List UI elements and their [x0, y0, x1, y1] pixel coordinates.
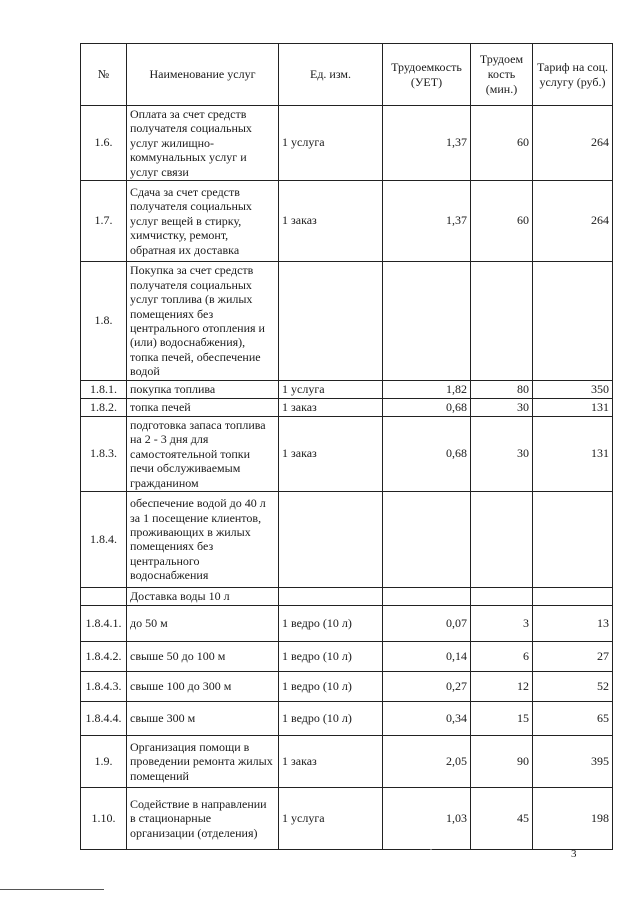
row-minutes: 80	[471, 380, 533, 398]
row-name: покупка топлива	[127, 380, 279, 398]
row-name: Организация помощи в проведении ремонта жилых помещений	[127, 735, 279, 787]
table-row	[81, 416, 613, 491]
row-tariff: 65	[533, 701, 613, 735]
row-tariff: 131	[533, 398, 613, 416]
table-row	[81, 701, 613, 735]
row-num: 1.8.	[81, 261, 127, 380]
row-name: Оплата за счет средств получателя социальных услуг жилищно-коммунальных услуг и услуг связи	[127, 106, 279, 181]
row-uet: 1,37	[383, 106, 471, 181]
row-minutes: 45	[471, 787, 533, 849]
row-minutes	[471, 491, 533, 587]
row-unit: 1 ведро (10 л)	[279, 701, 383, 735]
row-num: 1.8.3.	[81, 416, 127, 491]
row-unit	[279, 491, 383, 587]
row-unit: 1 ведро (10 л)	[279, 641, 383, 671]
row-uet: 2,05	[383, 735, 471, 787]
row-tariff: 264	[533, 106, 613, 181]
row-uet: 0,68	[383, 416, 471, 491]
row-unit: 1 заказ	[279, 180, 383, 261]
row-name: топка печей	[127, 398, 279, 416]
row-name: Сдача за счет средств получателя социальных услуг вещей в стирку, химчистку, ремонт, обратная их доставка	[127, 180, 279, 261]
table-row	[81, 605, 613, 641]
row-num: 1.8.4.1.	[81, 605, 127, 641]
row-minutes: 60	[471, 106, 533, 181]
table-row	[81, 491, 613, 587]
row-tariff: 264	[533, 180, 613, 261]
row-name: Доставка воды 10 л	[127, 587, 279, 605]
table-row	[81, 180, 613, 261]
row-tariff: 13	[533, 605, 613, 641]
row-tariff: 395	[533, 735, 613, 787]
row-num: 1.7.	[81, 180, 127, 261]
row-uet: 1,03	[383, 787, 471, 849]
row-uet	[383, 491, 471, 587]
table-row	[81, 106, 613, 181]
header-minutes: Трудоем кость (мин.)	[471, 44, 533, 106]
header-tariff: Тариф на соц. услугу (руб.)	[533, 44, 613, 106]
row-num: 1.8.4.	[81, 491, 127, 587]
row-unit: 1 услуга	[279, 106, 383, 181]
row-name: Покупка за счет средств получателя социальных услуг топлива (в жилых помещениях без центрального отопления и (или) водоснабжения), топка печей, обеспечение водой	[127, 261, 279, 380]
row-unit: 1 заказ	[279, 735, 383, 787]
header-num: №	[81, 44, 127, 106]
row-num	[81, 587, 127, 605]
row-tariff: 27	[533, 641, 613, 671]
row-num: 1.8.4.4.	[81, 701, 127, 735]
row-uet: 1,82	[383, 380, 471, 398]
services-table	[80, 43, 613, 850]
table-row	[81, 398, 613, 416]
scan-line	[0, 889, 104, 890]
row-name: свыше 100 до 300 м	[127, 671, 279, 701]
row-unit: 1 заказ	[279, 416, 383, 491]
row-minutes: 6	[471, 641, 533, 671]
table-row	[81, 735, 613, 787]
row-unit: 1 ведро (10 л)	[279, 605, 383, 641]
row-minutes: 30	[471, 398, 533, 416]
row-tariff: 198	[533, 787, 613, 849]
row-minutes	[471, 587, 533, 605]
row-uet: 0,34	[383, 701, 471, 735]
row-minutes	[471, 261, 533, 380]
table-row	[81, 587, 613, 605]
table-row	[81, 787, 613, 849]
row-uet	[383, 261, 471, 380]
row-num: 1.10.	[81, 787, 127, 849]
row-uet	[383, 587, 471, 605]
row-tariff	[533, 261, 613, 380]
header-uet: Трудоемкость (УЕТ)	[383, 44, 471, 106]
row-name: подготовка запаса топлива на 2 - 3 дня для самостоятельной топки печи обслуживаемым гражданином	[127, 416, 279, 491]
row-name: обеспечение водой до 40 л за 1 посещение клиентов, проживающих в жилых помещениях без центрального водоснабжения	[127, 491, 279, 587]
header-unit: Ед. изм.	[279, 44, 383, 106]
row-num: 1.8.2.	[81, 398, 127, 416]
table-row	[81, 380, 613, 398]
row-minutes: 3	[471, 605, 533, 641]
row-uet: 0,68	[383, 398, 471, 416]
row-num: 1.8.4.3.	[81, 671, 127, 701]
row-unit	[279, 587, 383, 605]
page-number: 3	[571, 848, 577, 860]
table-row	[81, 261, 613, 380]
row-tariff: 131	[533, 416, 613, 491]
row-name: свыше 300 м	[127, 701, 279, 735]
row-num: 1.6.	[81, 106, 127, 181]
row-minutes: 30	[471, 416, 533, 491]
scan-dot	[430, 849, 432, 850]
row-unit: 1 услуга	[279, 787, 383, 849]
row-minutes: 12	[471, 671, 533, 701]
row-uet: 0,27	[383, 671, 471, 701]
header-row	[81, 44, 613, 106]
row-unit: 1 ведро (10 л)	[279, 671, 383, 701]
row-tariff: 350	[533, 380, 613, 398]
row-minutes: 15	[471, 701, 533, 735]
row-num: 1.8.1.	[81, 380, 127, 398]
row-tariff	[533, 587, 613, 605]
row-name: свыше 50 до 100 м	[127, 641, 279, 671]
table-row	[81, 641, 613, 671]
row-unit: 1 заказ	[279, 398, 383, 416]
row-name: до 50 м	[127, 605, 279, 641]
row-minutes: 60	[471, 180, 533, 261]
row-num: 1.8.4.2.	[81, 641, 127, 671]
header-name: Наименование услуг	[127, 44, 279, 106]
row-unit: 1 услуга	[279, 380, 383, 398]
row-name: Содействие в направлении в стационарные организации (отделения)	[127, 787, 279, 849]
row-tariff	[533, 491, 613, 587]
row-uet: 0,14	[383, 641, 471, 671]
row-unit	[279, 261, 383, 380]
row-tariff: 52	[533, 671, 613, 701]
row-minutes: 90	[471, 735, 533, 787]
row-uet: 0,07	[383, 605, 471, 641]
table-row	[81, 671, 613, 701]
row-uet: 1,37	[383, 180, 471, 261]
row-num: 1.9.	[81, 735, 127, 787]
